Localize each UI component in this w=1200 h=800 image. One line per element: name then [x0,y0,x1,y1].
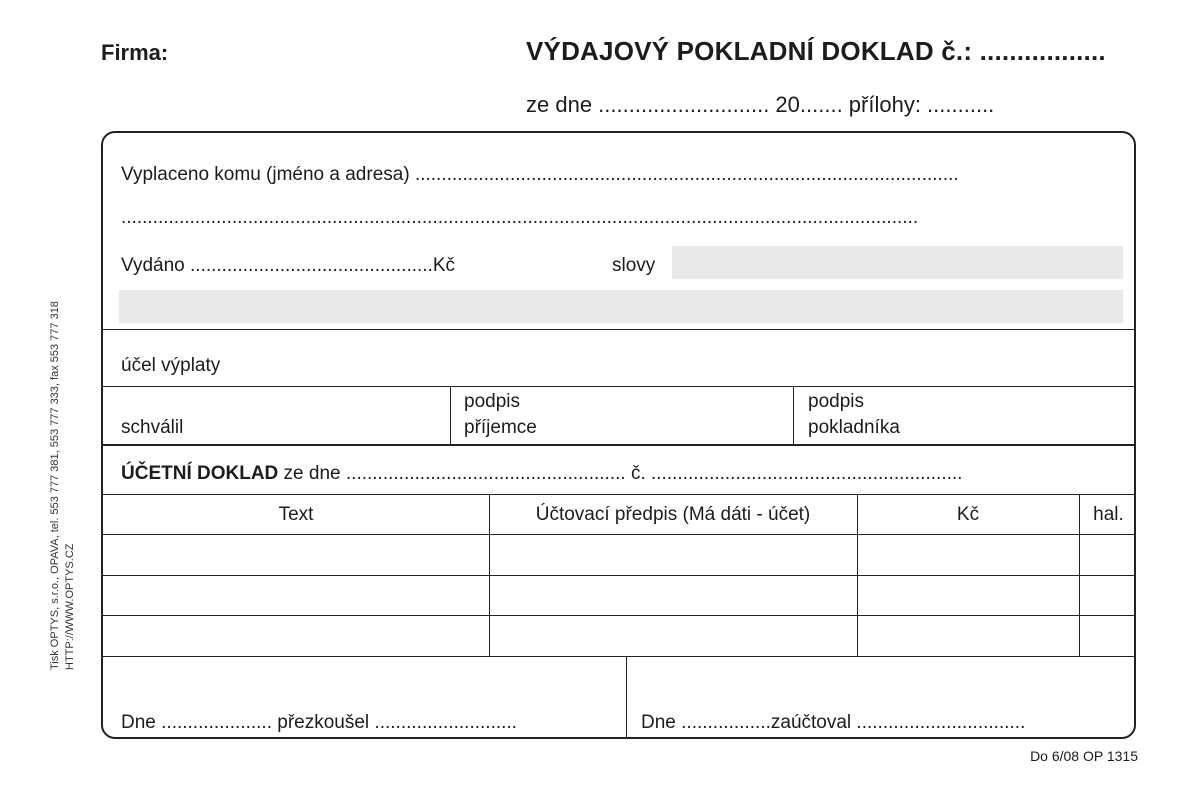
divider [626,656,627,739]
accounting-title: ÚČETNÍ DOKLAD [121,463,279,484]
recipient-signature-field[interactable]: příjemce [464,417,537,438]
column-header-posting: Účtovací předpis (Má dáti - účet) [535,504,811,525]
words-label: slovy [612,255,656,276]
cashier-signature-field[interactable]: pokladníka [808,417,900,438]
date-attachments-line [526,92,994,118]
accounting-line[interactable] [121,463,962,485]
printer-website: HTTP://WWW.OPTYS.CZ [64,543,76,670]
divider [103,444,1134,446]
recipient-signature-label: podpis [464,391,520,412]
divider [103,329,1134,330]
purpose-field[interactable]: účel výplaty [121,355,221,376]
issued-amount-field[interactable]: Vydáno ..............................................Kč [121,255,456,276]
voucher-form [101,131,1136,739]
divider [103,656,1134,657]
document-title: VÝDAJOVÝ POKLADNÍ DOKLAD č.: ................. [526,36,1106,66]
amount-in-words-continuation[interactable] [119,290,1123,323]
divider [103,386,1134,387]
divider [103,494,1134,495]
attachments-field[interactable]: přílohy: ........... [848,92,995,117]
divider [450,386,451,444]
column-header-hal: hal. [1093,504,1124,525]
table-row[interactable] [103,535,1134,575]
payee-field[interactable]: Vyplaceno komu (jméno a adresa) ....................................................................................................... [121,164,959,185]
date-field[interactable]: ze dne ............................ 20....... [526,92,849,117]
form-code: Do 6/08 OP 1315 [1030,748,1138,764]
posted-by-field[interactable]: Dne .................zaúčtoval ................................ [641,712,1026,733]
printer-imprint [48,301,78,670]
printer-address: Tisk OPTYS, s.r.o., OPAVA, tel. 553 777 381, 553 777 333, fax 553 777 318 [49,301,61,670]
cashier-signature-label: podpis [808,391,864,412]
divider [793,386,794,444]
table-row[interactable] [103,616,1134,656]
accounting-date-number[interactable]: ze dne ..................................................... č. ........................................................... [278,463,963,484]
reviewed-by-field[interactable]: Dne ..................... přezkoušel ........................... [121,712,517,733]
payee-second-line[interactable]: ....................................................................................................................................................... [121,207,919,228]
amount-in-words-field[interactable] [672,246,1123,279]
approved-by-field[interactable]: schválil [121,417,184,438]
column-header-text: Text [278,504,314,525]
firma-label: Firma: [101,40,169,65]
table-row[interactable] [103,576,1134,615]
column-header-czk: Kč [956,504,980,525]
